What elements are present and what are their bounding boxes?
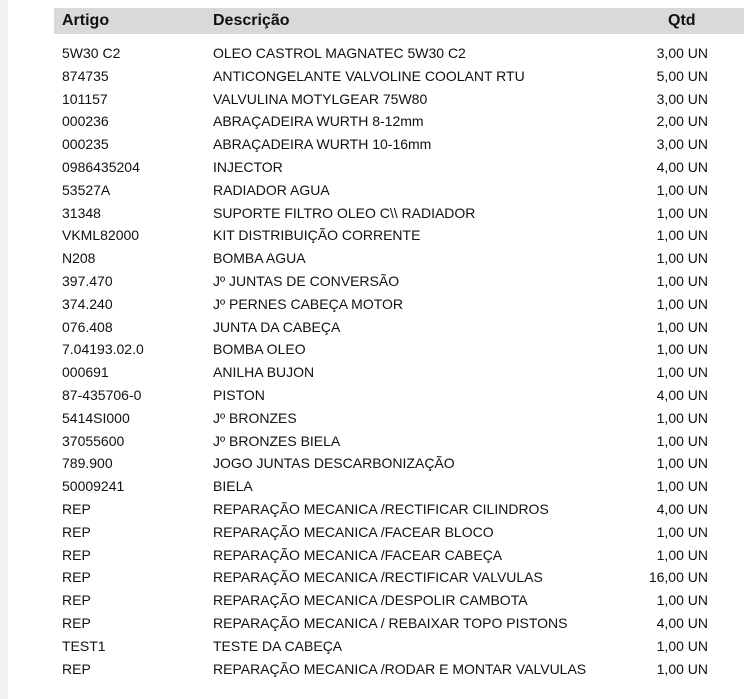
page-margin-strip — [0, 0, 8, 699]
table-row — [54, 592, 744, 615]
cell-qtd: 1,00 UN — [656, 637, 708, 654]
cell-qtd: 16,00 UN — [648, 569, 708, 586]
cell-descricao: ABRAÇADEIRA WURTH 10-16mm — [213, 136, 432, 153]
cell-qtd: 3,00 UN — [656, 45, 708, 61]
cell-qtd: 1,00 UN — [656, 432, 708, 449]
cell-descricao: REPARAÇÃO MECANICA /DESPOLIR CAMBOTA — [213, 592, 528, 609]
cell-descricao: Jº JUNTAS DE CONVERSÃO — [213, 272, 400, 289]
table-row — [54, 387, 744, 410]
cell-descricao: VALVULINA MOTYLGEAR 75W80 — [213, 90, 428, 107]
cell-artigo: REP — [62, 660, 91, 677]
cell-descricao: KIT DISTRIBUIÇÃO CORRENTE — [213, 227, 421, 244]
cell-artigo: TEST1 — [62, 637, 106, 654]
table-row — [54, 410, 744, 433]
column-header-artigo: Artigo — [62, 12, 110, 29]
cell-qtd: 1,00 UN — [656, 455, 708, 472]
cell-descricao: JUNTA DA CABEÇA — [213, 318, 341, 335]
table-row — [54, 68, 744, 91]
cell-artigo: REP — [62, 614, 91, 631]
cell-artigo: 374.240 — [62, 295, 113, 312]
cell-artigo: 000236 — [62, 113, 109, 130]
cell-qtd: 5,00 UN — [656, 67, 708, 84]
cell-qtd: 4,00 UN — [656, 386, 708, 403]
cell-descricao: ANILHA BUJON — [213, 364, 315, 381]
cell-artigo: 31348 — [62, 204, 101, 221]
items-table — [54, 8, 744, 677]
cell-qtd: 3,00 UN — [656, 90, 708, 107]
table-row — [54, 182, 744, 205]
table-row — [54, 113, 744, 136]
cell-artigo: 7.04193.02.0 — [62, 341, 144, 358]
table-row — [54, 478, 744, 501]
table-row — [54, 569, 744, 592]
cell-artigo: REP — [62, 546, 91, 563]
cell-qtd: 1,00 UN — [656, 318, 708, 335]
cell-qtd: 1,00 UN — [656, 227, 708, 244]
cell-descricao: Jº BRONZES BIELA — [213, 432, 341, 449]
cell-artigo: 789.900 — [62, 455, 113, 472]
cell-descricao: Jº BRONZES — [213, 409, 297, 426]
cell-qtd: 1,00 UN — [656, 181, 708, 198]
cell-descricao: REPARAÇÃO MECANICA /FACEAR BLOCO — [213, 523, 494, 540]
cell-artigo: 87-435706-0 — [62, 386, 142, 403]
cell-descricao: BOMBA AGUA — [213, 250, 306, 267]
table-body — [54, 45, 744, 683]
cell-qtd: 1,00 UN — [656, 250, 708, 267]
cell-qtd: 4,00 UN — [656, 158, 708, 175]
cell-artigo: 397.470 — [62, 272, 113, 289]
table-row — [54, 296, 744, 319]
cell-qtd: 4,00 UN — [656, 614, 708, 631]
cell-artigo: 101157 — [62, 90, 108, 107]
cell-descricao: REPARAÇÃO MECANICA /RODAR E MONTAR VALVULAS — [213, 660, 587, 677]
table-row — [54, 227, 744, 250]
table-row — [54, 136, 744, 159]
cell-artigo: 000691 — [62, 364, 109, 381]
cell-descricao: REPARAÇÃO MECANICA /FACEAR CABEÇA — [213, 546, 503, 563]
cell-descricao: PISTON — [213, 386, 265, 403]
cell-artigo: 5414SI000 — [62, 409, 130, 426]
cell-qtd: 1,00 UN — [656, 272, 708, 289]
column-header-qtd: Qtd — [668, 12, 696, 29]
table-row — [54, 433, 744, 456]
cell-qtd: 1,00 UN — [656, 478, 708, 495]
cell-qtd: 1,00 UN — [656, 204, 708, 221]
table-row — [54, 455, 744, 478]
cell-qtd: 1,00 UN — [656, 523, 708, 540]
cell-qtd: 1,00 UN — [656, 660, 708, 677]
cell-artigo: 50009241 — [62, 478, 125, 495]
cell-artigo: VKML82000 — [62, 227, 140, 244]
cell-artigo: 0986435204 — [62, 158, 140, 175]
table-row — [54, 91, 744, 114]
cell-descricao: RADIADOR AGUA — [213, 181, 330, 198]
cell-artigo: REP — [62, 523, 91, 540]
cell-descricao: TESTE DA CABEÇA — [213, 637, 343, 654]
table-row — [54, 661, 744, 684]
cell-qtd: 4,00 UN — [656, 500, 708, 517]
table-row — [54, 501, 744, 524]
cell-artigo: N208 — [62, 250, 96, 267]
cell-descricao: OLEO CASTROL MAGNATEC 5W30 C2 — [213, 45, 466, 61]
cell-qtd: 1,00 UN — [656, 409, 708, 426]
cell-artigo: 5W30 C2 — [62, 45, 121, 61]
cell-artigo: 53527A — [62, 181, 111, 198]
cell-descricao: JOGO JUNTAS DESCARBONIZAÇÃO — [213, 455, 455, 472]
cell-descricao: BOMBA OLEO — [213, 341, 306, 358]
cell-descricao: REPARAÇÃO MECANICA /RECTIFICAR CILINDROS — [213, 500, 549, 517]
cell-descricao: ANTICONGELANTE VALVOLINE COOLANT RTU — [213, 67, 525, 84]
cell-descricao: SUPORTE FILTRO OLEO C\\ RADIADOR — [213, 204, 476, 221]
cell-descricao: REPARAÇÃO MECANICA /RECTIFICAR VALVULAS — [213, 569, 543, 586]
cell-artigo: 076.408 — [62, 318, 113, 335]
table-row — [54, 615, 744, 638]
cell-artigo: 000235 — [62, 136, 109, 153]
table-row — [54, 319, 744, 342]
cell-qtd: 1,00 UN — [656, 295, 708, 312]
cell-qtd: 1,00 UN — [656, 341, 708, 358]
table-row — [54, 250, 744, 273]
cell-descricao: REPARAÇÃO MECANICA / REBAIXAR TOPO PISTONS — [213, 614, 568, 631]
table-row — [54, 205, 744, 228]
cell-descricao: INJECTOR — [213, 158, 283, 175]
column-header-descricao: Descrição — [213, 12, 290, 29]
cell-artigo: REP — [62, 592, 91, 609]
table-row — [54, 341, 744, 364]
table-row — [54, 273, 744, 296]
cell-qtd: 1,00 UN — [656, 364, 708, 381]
cell-descricao: BIELA — [213, 478, 253, 495]
table-row — [54, 524, 744, 547]
cell-qtd: 1,00 UN — [656, 546, 708, 563]
cell-qtd: 1,00 UN — [656, 592, 708, 609]
cell-qtd: 3,00 UN — [656, 136, 708, 153]
cell-qtd: 2,00 UN — [656, 113, 708, 130]
cell-descricao: Jº PERNES CABEÇA MOTOR — [213, 295, 404, 312]
table-row — [54, 45, 744, 68]
table-row — [54, 159, 744, 182]
table-row — [54, 547, 744, 570]
cell-artigo: REP — [62, 569, 91, 586]
table-row — [54, 364, 744, 387]
cell-descricao: ABRAÇADEIRA WURTH 8-12mm — [213, 113, 424, 130]
cell-artigo: REP — [62, 500, 91, 517]
table-header — [54, 8, 744, 34]
cell-artigo: 37055600 — [62, 432, 125, 449]
cell-artigo: 874735 — [62, 67, 109, 84]
table-row — [54, 638, 744, 661]
